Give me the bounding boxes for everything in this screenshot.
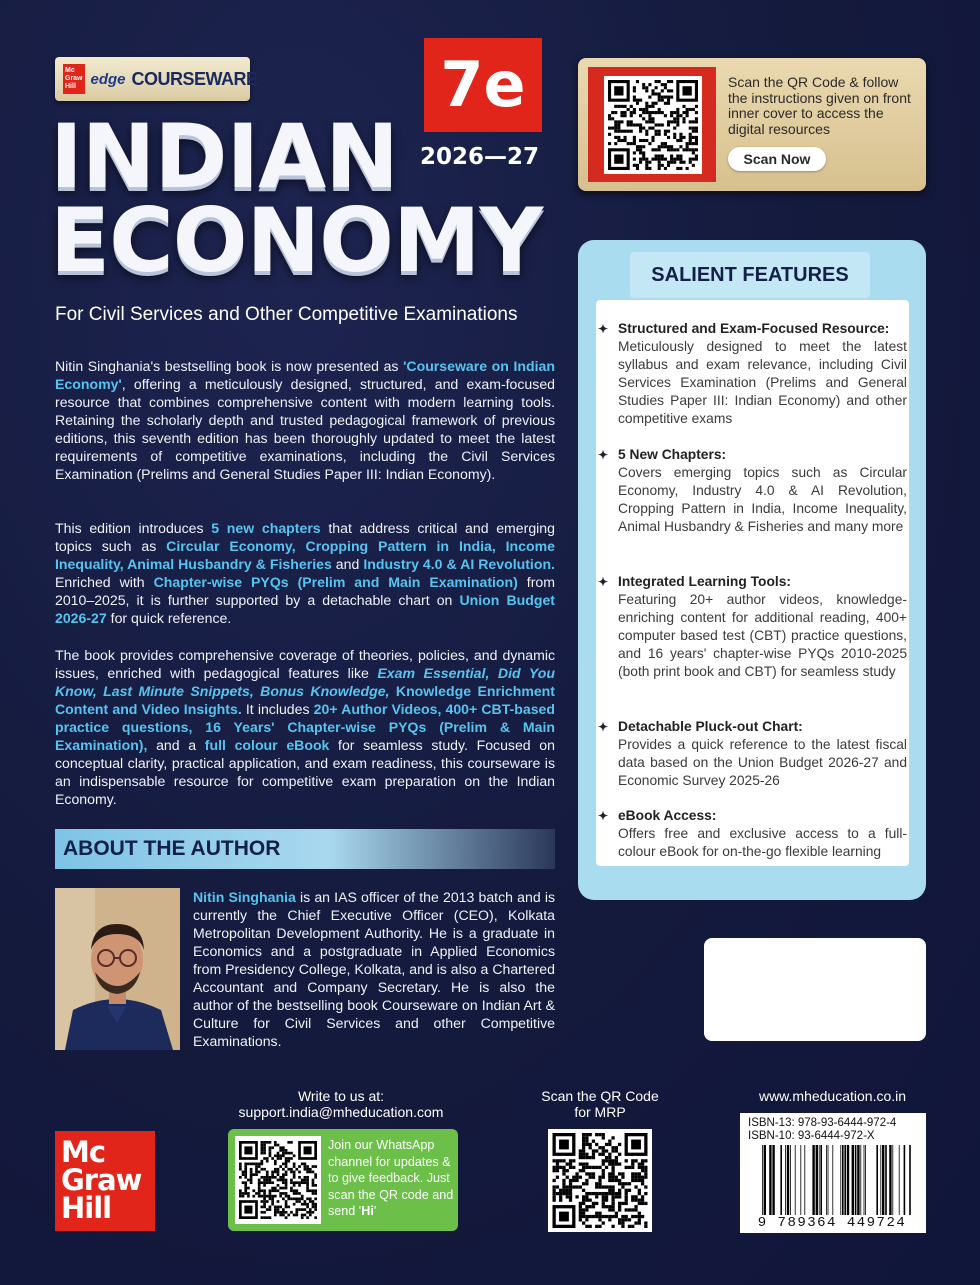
barcode-bars bbox=[762, 1145, 918, 1215]
mcgraw-hill-mini-logo: Mc Graw Hill bbox=[63, 64, 85, 94]
whatsapp-instructions bbox=[328, 1137, 454, 1220]
support-email[interactable]: support.india@mheducation.com bbox=[238, 1104, 444, 1120]
price-sticker-area bbox=[704, 938, 926, 1041]
feature-title: ✦ Integrated Learning Tools: bbox=[598, 573, 907, 591]
feature-title: ✦ Detachable Pluck-out Chart: bbox=[598, 718, 907, 736]
feature-item bbox=[598, 446, 907, 536]
barcode-number: 9 789364 449724 bbox=[757, 1215, 907, 1231]
author-photo bbox=[55, 888, 180, 1050]
logo-line: Mc bbox=[61, 1135, 106, 1169]
feature-title: ✦ eBook Access: bbox=[598, 807, 907, 825]
description-paragraph-3: The book provides comprehensive coverage of theories, policies, and dynamic issues, enriched with pedagogical features like Exam Essential, Did You Know, Last Minute Snippets, Bonus Knowledge, Knowledge Enrichment Content and Video Insights. It includes 20+ Author Videos, 400+ CBT-based practice questions, 16 Years' Chapter-wise PYQs (Prelim & Main Examination), and a full colour eBook for seamless study. Focused on conceptual clarity, practical application, and exam readiness, this courseware is an indispensable resource for competitive exam preparation on the Indian Economy. bbox=[55, 647, 555, 807]
feature-description: Provides a quick reference to the latest fiscal data based on the Union Budget 2026-27 and Economic Survey 2025-26 bbox=[618, 737, 907, 788]
feature-description: Featuring 20+ author videos, knowledge-enriching content for additional reading, 400+ computer based test (CBT) practice questions, and 16 years' chapter-wise PYQs 2010-2025 (both print book and CBT) for seamless study bbox=[618, 592, 907, 679]
isbn-13: ISBN-13: 978-93-6444-972-4 bbox=[748, 1117, 897, 1129]
about-author-heading-bar bbox=[55, 829, 555, 869]
feature-description: Meticulously designed to meet the latest syllabus and exam relevance, including Civil Services Examination (Prelims and General Studies Paper III: Indian Economy) and other competitive exams bbox=[618, 339, 907, 426]
edition-year: 2026—27 bbox=[420, 144, 540, 170]
contact-block bbox=[228, 1088, 454, 1120]
description-paragraph-2: This edition introduces 5 new chapters that address critical and emerging topics such as Circular Economy, Cropping Pattern in India, Income Inequality, Animal Husbandry & Fisheries and Industry 4.0 & AI Revolution. Enriched with Chapter-wise PYQs (Prelim and Main Examination) from 2010–2025, it is further supported by a detachable chart on Union Budget 2026-27 for quick reference. bbox=[55, 520, 555, 626]
whatsapp-hi: Hi bbox=[361, 1204, 374, 1219]
feature-item bbox=[598, 807, 907, 861]
feature-title: ✦ 5 New Chapters: bbox=[598, 446, 907, 464]
edge-wordmark: edge bbox=[90, 70, 126, 88]
mrp-label-line: for MRP bbox=[574, 1104, 626, 1120]
description-paragraph-1: Nitin Singhania's bestselling book is now presented as 'Courseware on Indian Economy', offering a meticulously designed, structured, and exam-focused resource that combines comprehensive content with modern learning tools. Retaining the scholarly depth and trusted pedagogical framework of previous editions, this seventh edition has been thoroughly updated to meet the latest requirements of competitive examinations, including the Civil Services Examination (Prelims and General Studies Paper III: Indian Economy). bbox=[55, 358, 555, 482]
edition-badge: 7e bbox=[424, 38, 542, 132]
whatsapp-qr-code[interactable] bbox=[235, 1136, 321, 1224]
subtitle: For Civil Services and Other Competitive Examinations bbox=[55, 304, 518, 325]
qr-instructions: Scan the QR Code & follow the instructions given on front inner cover to access the digital resources bbox=[728, 74, 911, 137]
feature-description: Covers emerging topics such as Circular Economy, Industry 4.0 & AI Revolution, Cropping Pattern in India, Income Inequality, Animal Husbandry & Fisheries and many more bbox=[618, 465, 907, 534]
title-line-1: INDIAN bbox=[50, 105, 398, 208]
feature-title: ✦ Structured and Exam-Focused Resource: bbox=[598, 320, 907, 338]
courseware-wordmark: COURSEWARE bbox=[131, 68, 258, 89]
write-us-label: Write to us at: bbox=[297, 1088, 385, 1104]
author-bio: Nitin Singhania is an IAS officer of the 2013 batch and is currently the Chief Executive Officer (CEO), Kolkata Metropolitan Development Authority. He is a graduate in Economics and a postgraduate in Applied Economics from Presidency College, Kolkata, and is also a Chartered Accountant and Company Secretary. He is also the author of the bestselling book Courseware on Indian Art & Culture for Civil Services and other Competitive Examinations. bbox=[193, 889, 555, 1049]
mcgraw-hill-logo bbox=[55, 1131, 155, 1231]
title-line-2: ECONOMY bbox=[50, 189, 543, 292]
feature-item bbox=[598, 718, 907, 790]
logo-line: Graw bbox=[61, 1163, 142, 1197]
whatsapp-text-end: ' bbox=[373, 1204, 377, 1219]
isbn-10: ISBN-10: 93-6444-972-X bbox=[748, 1130, 875, 1142]
courseware-badge bbox=[55, 57, 258, 101]
about-author-heading: ABOUT THE AUTHOR bbox=[63, 837, 281, 860]
feature-item bbox=[598, 320, 907, 428]
mrp-label-line: Scan the QR Code bbox=[541, 1088, 659, 1104]
whatsapp-text: Join our WhatsApp channel for updates & to give feedback. Just scan the QR code and send ' bbox=[328, 1138, 454, 1219]
isbn-barcode bbox=[740, 1113, 926, 1233]
feature-description: Offers free and exclusive access to a full-colour eBook for on-the-go flexible learning bbox=[618, 826, 907, 859]
scan-now-button[interactable]: Scan Now bbox=[728, 147, 826, 171]
feature-item bbox=[598, 573, 907, 681]
mrp-label bbox=[525, 1088, 675, 1120]
logo-line: Hill bbox=[61, 1191, 112, 1225]
digital-resources-qr-code[interactable] bbox=[604, 76, 702, 174]
mrp-qr-code[interactable] bbox=[548, 1129, 652, 1232]
website-link[interactable]: www.mheducation.co.in bbox=[758, 1088, 907, 1104]
salient-features-heading: SALIENT FEATURES bbox=[630, 252, 870, 298]
